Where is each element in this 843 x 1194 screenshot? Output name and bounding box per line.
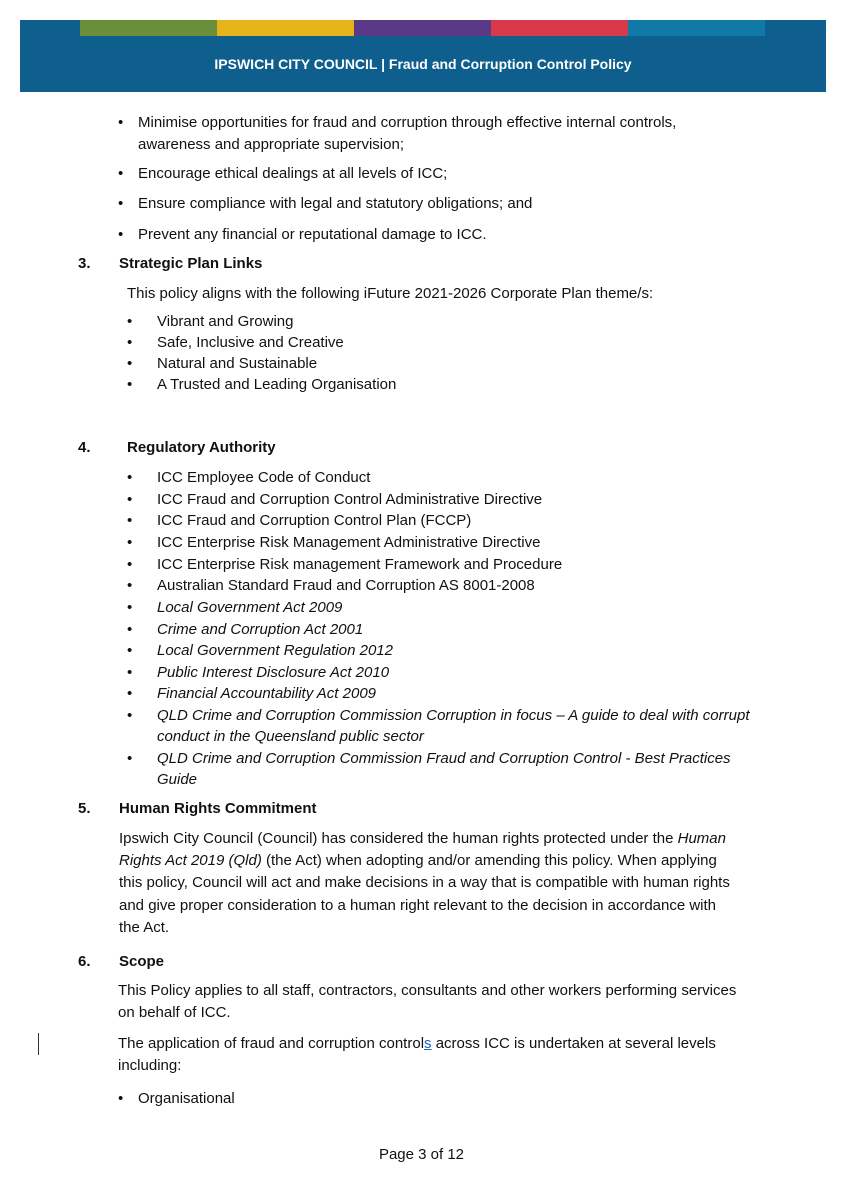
stripe-red xyxy=(491,20,628,36)
paragraph-line: Ipswich City Council (Council) has considered the human rights protected under the Human xyxy=(119,830,726,847)
stripe-blue xyxy=(628,20,765,36)
paragraph-line: The application of fraud and corruption controls across ICC is undertaken at several levels xyxy=(118,1035,716,1052)
paragraph-line: and give proper consideration to a human right relevant to the decision in accordance with xyxy=(119,897,717,914)
paragraph-line: including: xyxy=(118,1057,182,1074)
paragraph-line: This Policy applies to all staff, contractors, consultants and other workers performing services xyxy=(118,982,737,999)
revision-change-bar xyxy=(38,1033,39,1055)
list-item-continued: awareness and appropriate supervision; xyxy=(138,136,404,153)
paragraph-line: this policy, Council will act and make decisions in a way that is compatible with human rights xyxy=(119,874,730,891)
stripe-purple xyxy=(354,20,491,36)
section-heading: Regulatory Authority xyxy=(127,439,276,456)
document-page: IPSWICH CITY COUNCIL | Fraud and Corruption Control Policy • Minimise opportunities for fraud and corruption through effective internal controls, awareness and appropriate supervision; • Encourage ethical dealings at all levels of ICC; • Ensure compliance with legal and statutory obligations; and • Prevent any financial or reputational damage to ICC. 3. Strategic Plan Links This policy aligns with the following iFuture 2021-2026 Corporate Plan theme/s: • Vibrant and Growing • Safe, Inclusive and Creative • Natural and Sustainable • A Trusted and Leading Organisation 4. Regulatory Authority • ICC Employee Code of Conduct • ICC Fraud and Corruption Control Administrative Directive • ICC Fraud and Corruption Control Plan (FCCP) • ICC Enterprise Risk Management Administrative Directive • ICC Enterprise Risk management Framework and Procedure • Australian Standard Fraud and Corruption AS 8001-2008 • Local Government Act 2009 • Crime and Corruption Act 2001 • Local Government Regulation 2012 • Public Interest Disclosure Act 2010 • Financial Accountability Act 2009 • QLD Crime and Corruption Commission Corruption in focus – A guide to deal with corrupt conduct in the Queensland public sector • QLD Crime and Corruption Commission Fraud and Corruption Control - Best Practices Guide 5. Human Rights Commitment Ipswich City Council (Council) has considered the human rights protected under the Human Rights Act 2019 (Qld) (the Act) when adopting and/or amending this policy. When applying this policy, Council will act and make decisions in a way that is compatible with human rights and give proper consideration to a human right relevant to the decision in accordance with the Act. 6. Scope This Policy applies to all staff, contractors, consultants and other workers performing services on behalf of ICC. The application of fraud and corruption controls across ICC is undertaken at several levels including: • Organisational Page 3 of 12 xyxy=(0,0,843,1194)
list-item-continued: conduct in the Queensland public sector xyxy=(157,728,424,745)
stripe-yellow xyxy=(217,20,354,36)
paragraph-line: on behalf of ICC. xyxy=(118,1004,231,1021)
section-number: 4. xyxy=(78,439,91,456)
section-number: 6. xyxy=(78,953,91,970)
section-heading: Scope xyxy=(119,953,165,970)
section-heading: Strategic Plan Links xyxy=(119,255,263,272)
section-intro: This policy aligns with the following iFuture 2021-2026 Corporate Plan theme/s: xyxy=(127,285,654,302)
section-number: 3. xyxy=(78,255,91,272)
tracked-change-insertion[interactable]: s xyxy=(424,1035,432,1052)
page-header xyxy=(20,20,826,92)
color-stripes xyxy=(80,20,765,36)
section-heading: Human Rights Commitment xyxy=(119,800,317,817)
section-number: 5. xyxy=(78,800,91,817)
list-item-continued: Guide xyxy=(157,771,198,788)
page-number: Page 3 of 12 xyxy=(378,1146,465,1163)
stripe-green xyxy=(80,20,217,36)
header-title: IPSWICH CITY COUNCIL | Fraud and Corruption Control Policy xyxy=(214,56,632,72)
paragraph-line: Rights Act 2019 (Qld) (the Act) when adopting and/or amending this policy. When applying xyxy=(119,852,717,869)
paragraph-line: the Act. xyxy=(119,919,170,936)
